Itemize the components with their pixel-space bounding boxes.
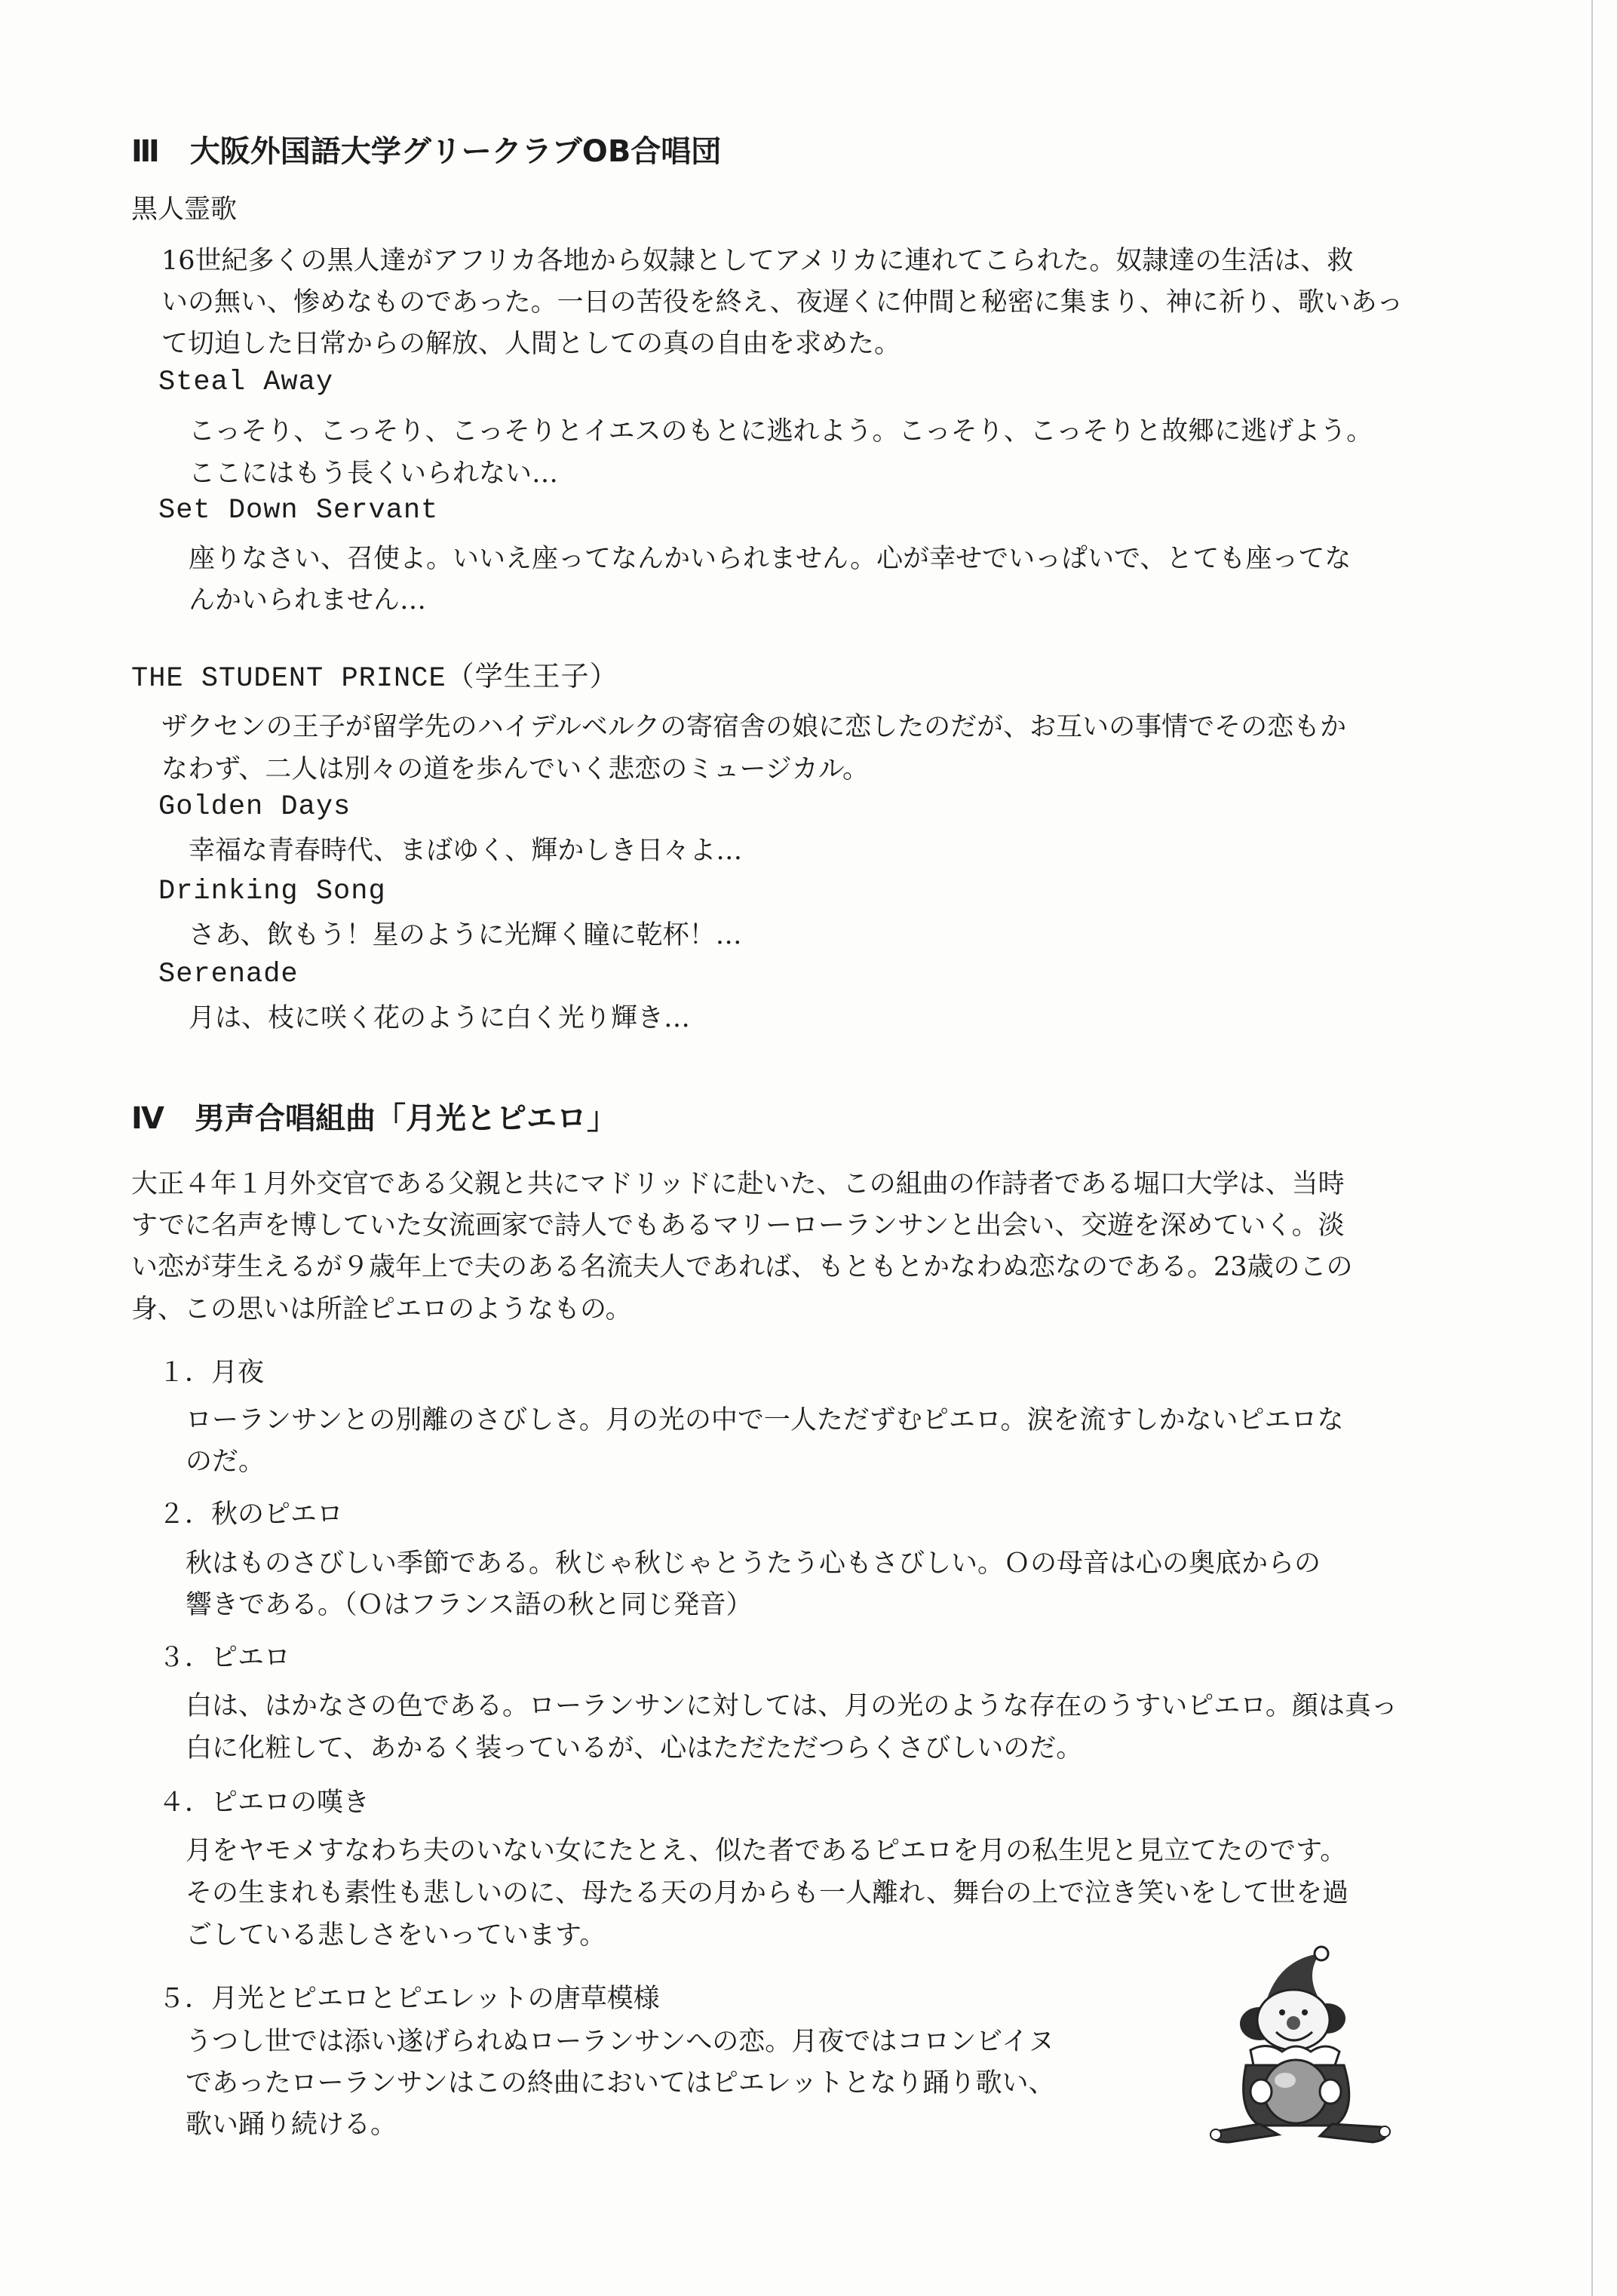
pierrot-illustration bbox=[1207, 1945, 1395, 2148]
song-title-steal-away: Steal Away bbox=[158, 367, 334, 398]
song-title-golden-days: Golden Days bbox=[158, 791, 351, 823]
movement-5-text-1: うつし世では添い遂げられぬローランサンへの恋。月夜ではコロンビイヌ bbox=[186, 2027, 1055, 2057]
student-prince-intro-2: なわず、二人は別々の道を歩んでいく悲恋のミュージカル。 bbox=[161, 754, 870, 784]
spirituals-title: 黒人霊歌 bbox=[131, 195, 238, 225]
song-title-drinking-song: Drinking Song bbox=[158, 876, 386, 907]
movement-1-text-1: ローランサンとの別離のさびしさ。月の光の中で一人ただずむピエロ。涙を流すしかないピエロな bbox=[186, 1405, 1344, 1435]
song-text-golden-days: 幸福な青春時代、まばゆく、輝かしき日々よ… bbox=[189, 836, 743, 866]
movement-4-text-3: ごしている悲しさをいっています。 bbox=[186, 1920, 606, 1951]
page-edge bbox=[1591, 0, 1593, 2296]
suite-intro-1: 大正４年１月外交官である父親と共にマドリッドに赴いた、この組曲の作詩者である堀口大学は、当時 bbox=[131, 1169, 1345, 1199]
song-text-serenade: 月は、枝に咲く花のように白く光り輝き… bbox=[189, 1003, 691, 1033]
movement-4-text-2: その生まれも素性も悲しいのに、母たる天の月からも一人離れ、舞台の上で泣き笑いをして世を過 bbox=[186, 1878, 1349, 1908]
section-4-heading: Ⅳ 男声合唱組曲「月光とピエロ」 bbox=[131, 1101, 617, 1136]
suite-intro-2: すでに名声を博していた女流画家で詩人でもあるマリーローランサンと出会い、交遊を深めていく。淡 bbox=[131, 1211, 1345, 1241]
movement-4-title: ４．ピエロの嘆き bbox=[158, 1788, 370, 1818]
movement-5-text-3: 歌い踊り続ける。 bbox=[186, 2110, 397, 2140]
spirituals-intro-3: て切迫した日常からの解放、人間としての真の自由を求めた。 bbox=[161, 329, 901, 359]
student-prince-title: THE STUDENT PRINCE（学生王子） bbox=[131, 663, 618, 695]
song-text-drinking-song: さあ、飲もう！星のように光輝く瞳に乾杯！… bbox=[189, 920, 742, 950]
student-prince-intro-1: ザクセンの王子が留学先のハイデルベルクの寄宿舎の娘に恋したのだが、お互いの事情でその恋もか bbox=[161, 712, 1347, 742]
movement-2-text-1: 秋はものさびしい季節である。秋じゃ秋じゃとうたう心もさびしい。Ｏの母音は心の奥底からの bbox=[186, 1549, 1321, 1579]
movement-3-text-1: 白は、はかなさの色である。ローランサンに対しては、月の光のような存在のうすいピエロ。顔は真っ bbox=[186, 1691, 1398, 1721]
movement-1-text-2: のだ。 bbox=[186, 1447, 265, 1477]
song-title-serenade: Serenade bbox=[158, 959, 299, 990]
song-text-steal-away-1: こっそり、こっそり、こっそりとイエスのもとに逃れよう。こっそり、こっそりと故郷に逃げよう。 bbox=[189, 416, 1373, 447]
movement-3-text-2: 白に化粧して、あかるく装っているが、心はただただつらくさびしいのだ。 bbox=[186, 1733, 1083, 1763]
movement-5-text-2: であったローランサンはこの終曲においてはピエレットとなり踊り歌い、 bbox=[186, 2068, 1055, 2098]
section-3-heading: Ⅲ 大阪外国語大学グリークラブOB合唱団 bbox=[131, 134, 722, 169]
suite-intro-3: い恋が芽生えるが９歳年上で夫のある名流夫人であれば、もともとかなわぬ恋なのである。23歳のこの bbox=[131, 1252, 1353, 1282]
spirituals-intro-1: 16世紀多くの黒人達がアフリカ各地から奴隷としてアメリカに連れてこられた。奴隷達の生活は、救 bbox=[161, 246, 1354, 276]
song-title-set-down-servant: Set Down Servant bbox=[158, 495, 439, 526]
movement-3-title: ３．ピエロ bbox=[158, 1643, 291, 1673]
suite-intro-4: 身、この思いは所詮ピエロのようなもの。 bbox=[131, 1294, 632, 1324]
spirituals-intro-2: いの無い、惨めなものであった。一日の苦役を終え、夜遅くに仲間と秘密に集まり、神に祈り、歌いあっ bbox=[161, 287, 1404, 318]
movement-4-text-1: 月をヤモメすなわち夫のいない女にたとえ、似た者であるピエロを月の私生児と見立てたのです。 bbox=[186, 1836, 1347, 1866]
movement-2-text-2: 響きである。（Ｏはフランス語の秋と同じ発音） bbox=[186, 1590, 753, 1620]
movement-5-title: ５．月光とピエロとピエレットの唐草模様 bbox=[158, 1984, 660, 2014]
song-text-set-down-servant-2: んかいられません… bbox=[189, 585, 427, 615]
song-text-set-down-servant-1: 座りなさい、召使よ。いいえ座ってなんかいられません。心が幸せでいっぱいで、とても座ってな bbox=[189, 544, 1352, 574]
song-text-steal-away-2: ここにはもう長くいられない… bbox=[189, 459, 559, 489]
movement-2-title: ２．秋のピエロ bbox=[158, 1499, 344, 1530]
movement-1-title: １．月夜 bbox=[158, 1358, 265, 1388]
